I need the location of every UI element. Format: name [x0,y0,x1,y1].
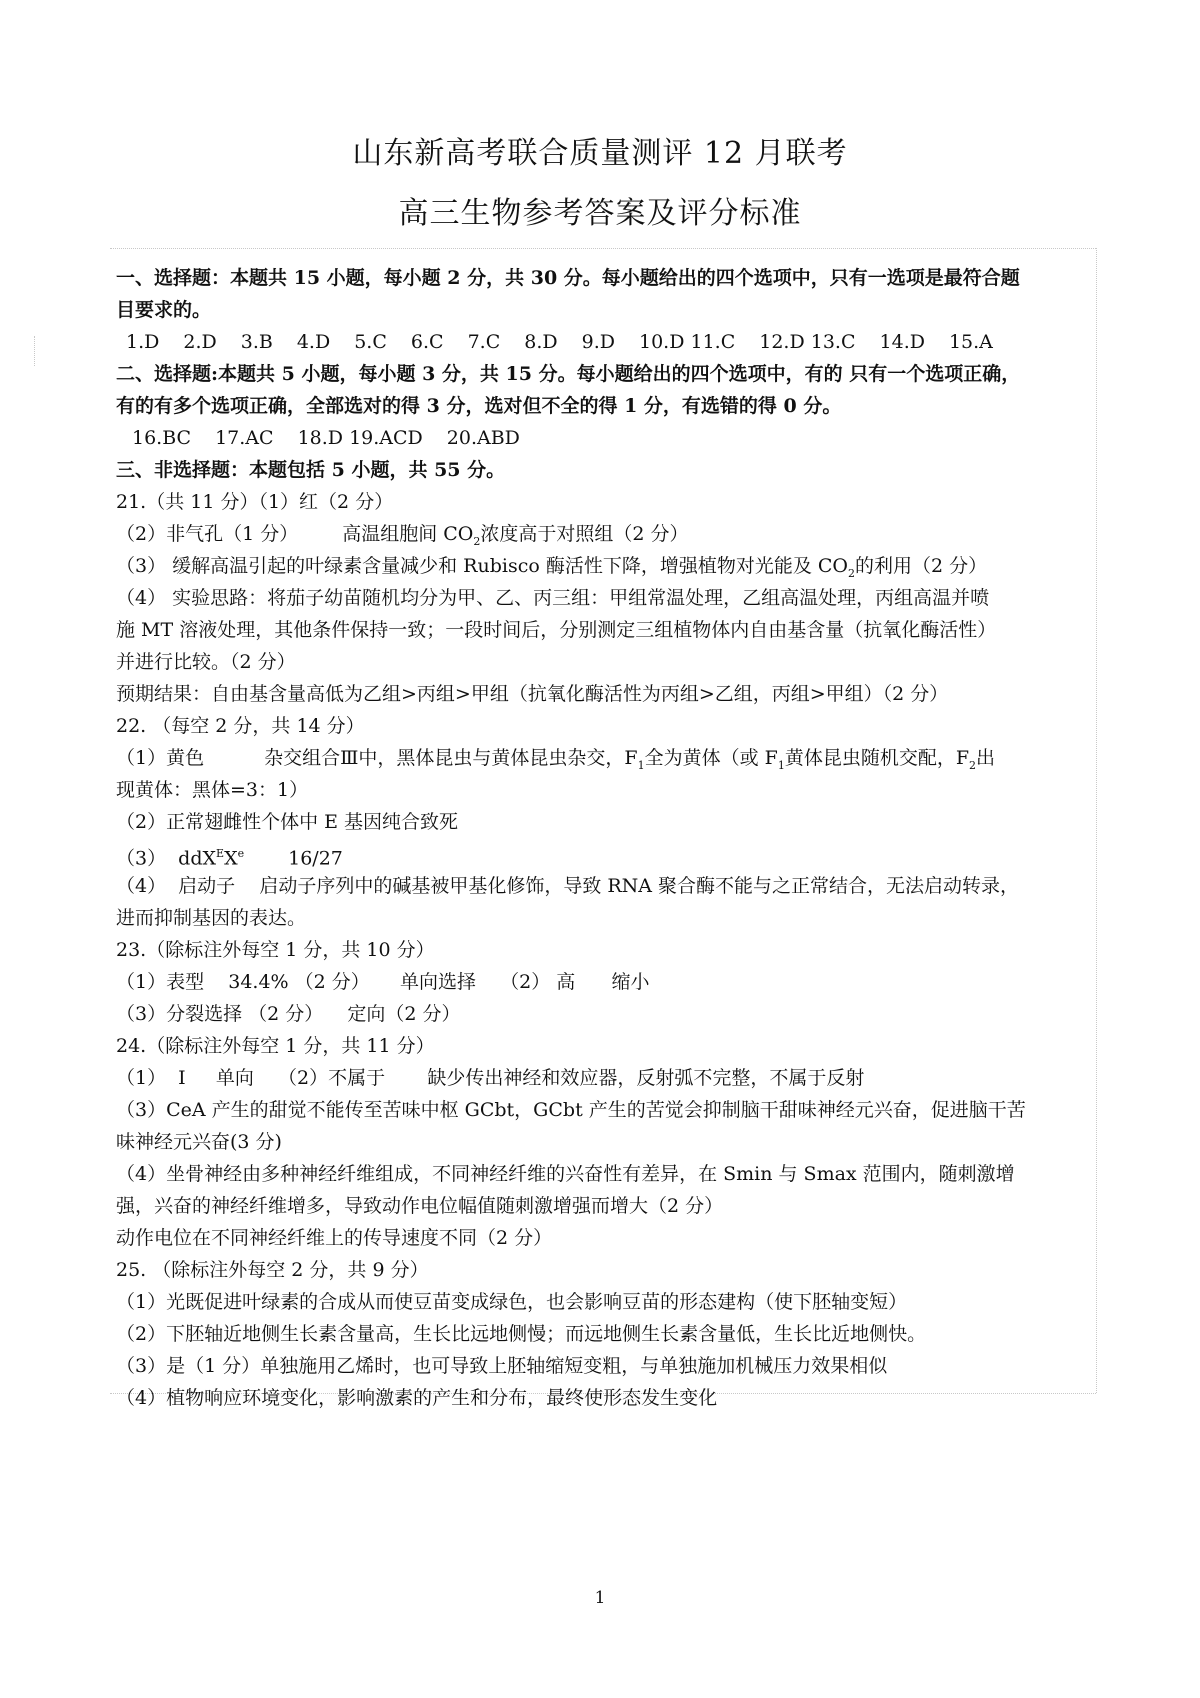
q24-line5: （4）坐骨神经由多种神经纤维组成，不同神经纤维的兴奋性有差异，在 Smin 与 Smax 范围内，随刺激增 [116,1163,1015,1185]
section2-heading-line1: 二、选择题:本题共 5 小题，每小题 3 分，共 15 分。每小题给出的四个选项中，有的 只有一个选项正确， [116,363,1021,385]
q24-line7: 动作电位在不同神经纤维上的传导速度不同（2 分） [116,1227,553,1249]
answer-10: 10.D [638,331,685,353]
q21-line5: 施 MT 溶液处理，其他条件保持一致；一段时间后，分别测定三组植物体内自由基含量（抗氧化酶活性） [116,619,997,641]
xe-superscript-lower: e [237,847,245,860]
q21-line7: 预期结果：自由基含量高低为乙组>丙组>甲组（抗氧化酶活性为丙组>乙组，丙组>甲组）（2 分） [116,683,949,705]
q22-l5-part1: （3） ddX [116,847,217,870]
q21-l3-part2: 的利用（2 分） [854,555,988,577]
dotted-frame-left [34,336,35,366]
f1-subscript: 1 [777,758,785,772]
section1-answers [116,326,1092,358]
q25-line2: （1）光既促进叶绿素的合成从而使豆苗变成绿色，也会影响豆苗的形态建构（使下胚轴变短） [116,1291,908,1313]
answer-16: 16.BC [132,427,192,449]
co2-subscript: 2 [473,534,481,548]
answer-2: 2.D [183,331,217,353]
co2-subscript: 2 [847,566,855,580]
q22-line1: 22. （每空 2 分，共 14 分） [116,715,365,737]
q24-line3: （3）CeA 产生的甜觉不能传至苦味中枢 GCbt，GCbt 产生的苦觉会抑制脑干甜味神经元兴奋，促进脑干苦 [116,1099,1026,1121]
answer-20: 20.ABD [446,427,520,449]
q22-l2-part2: 杂交组合Ⅲ中，黑体昆虫与黄体昆虫杂交，F [264,747,638,769]
answer-17: 17.AC [215,427,274,449]
q24-line2: （1） Ⅰ 单向 （2）不属于 缺少传出神经和效应器，反射弧不完整，不属于反射 [116,1067,865,1089]
answer-13: 13.C [810,331,856,353]
q24-line1: 24.（除标注外每空 1 分，共 11 分） [116,1035,435,1057]
answer-6: 6.C [410,331,444,353]
answer-1: 1.D [126,331,160,353]
answer-18: 18.D [297,427,344,449]
q21-line6: 并进行比较。（2 分） [116,651,296,673]
document-subtitle: 高三生物参考答案及评分标准 [398,196,802,231]
q24-line4: 味神经元兴奋(3 分) [116,1131,282,1153]
q22-line6: （4） 启动子 启动子序列中的碱基被甲基化修饰，导致 RNA 聚合酶不能与之正常结合，无法启动转录， [116,875,1020,897]
q24-line6: 强，兴奋的神经纤维增多，导致动作电位幅值随刺激增强而增大（2 分） [116,1195,724,1217]
q23-line1: 23.（除标注外每空 1 分，共 10 分） [116,939,435,961]
f2-subscript: 2 [969,758,977,772]
xe-superscript: E [216,847,225,860]
q22-line2 [116,742,1092,774]
answer-12: 12.D [759,331,805,353]
q21-line4: （4） 实验思路：将茄子幼苗随机均分为甲、乙、丙三组：甲组常温处理，乙组高温处理，丙组高温并喷 [116,587,990,609]
answer-15: 15.A [948,331,993,353]
q22-l5-part3: 16/27 [288,847,343,870]
q22-line4: （2）正常翅雌性个体中 E 基因纯合致死 [116,811,459,833]
q22-l2-part3: 全为黄体（或 F [644,747,778,769]
section2-answers [116,422,1092,454]
q22-line5 [116,838,1092,870]
q23-line2: （1）表型 34.4% （2 分） 单向选择 （2） 高 缩小 [116,971,650,993]
answer-content [116,262,1092,1414]
dotted-frame-top [110,248,1096,249]
f1-subscript: 1 [637,758,645,772]
q25-line3: （2）下胚轴近地侧生长素含量高，生长比远地侧慢；而远地侧生长素含量低，生长比近地侧快。 [116,1323,927,1345]
q22-line7: 进而抑制基因的表达。 [116,907,307,929]
q21-line1: 21.（共 11 分）（1）红（2 分） [116,491,394,513]
answer-5: 5.C [354,331,387,353]
answer-3: 3.B [240,331,273,353]
answer-7: 7.C [467,331,501,353]
answer-4: 4.D [296,331,331,353]
answer-8: 8.D [524,331,558,353]
q21-l2-part1: （2）非气孔（1 分） [116,523,299,545]
q22-l2-part5: 出 [976,747,996,769]
section2-heading-line2: 有的有多个选项正确，全部选对的得 3 分，选对但不全的得 1 分，有选错的得 0 分。 [116,395,842,417]
q23-line3: （3）分裂选择 （2 分） 定向（2 分） [116,1003,461,1025]
q22-l5-part2: X [224,847,238,870]
answer-19: 19.ACD [349,427,423,449]
q21-line3 [116,550,1092,582]
page-number: 1 [594,1588,606,1608]
q22-l2-part1: （1）黄色 [116,747,205,769]
section3-heading: 三、非选择题：本题包括 5 小题，共 55 分。 [116,459,506,481]
q25-line5: （4）植物响应环境变化，影响激素的产生和分布，最终使形态发生变化 [116,1387,718,1409]
q21-l3-part1: （3） 缓解高温引起的叶绿素含量减少和 Rubisco 酶活性下降，增强植物对光能及 CO [116,555,848,577]
document-title: 山东新高考联合质量测评 12 月联考 [352,136,848,171]
section1-heading-line2: 目要求的。 [116,299,212,321]
answer-9: 9.D [581,331,615,353]
q21-line2 [116,518,1092,550]
q25-line4: （3）是（1 分）单独施用乙烯时，也可导致上胚轴缩短变粗，与单独施加机械压力效果相似 [116,1355,888,1377]
dotted-frame-right [1096,248,1097,1393]
answer-11: 11.C [690,331,736,353]
q21-l2-part2: 高温组胞间 CO [342,523,474,545]
q21-l2-part3: 浓度高于对照组（2 分） [480,523,689,545]
q22-l2-part4: 黄体昆虫随机交配，F [784,747,970,769]
q25-line1: 25. （除标注外每空 2 分，共 9 分） [116,1259,429,1281]
q22-line3: 现黄体：黑体=3：1） [116,779,309,801]
answer-14: 14.D [879,331,925,353]
section1-heading-line1: 一、选择题：本题共 15 小题，每小题 2 分，共 30 分。每小题给出的四个选项中，只有一选项是最符合题 [116,267,1020,289]
